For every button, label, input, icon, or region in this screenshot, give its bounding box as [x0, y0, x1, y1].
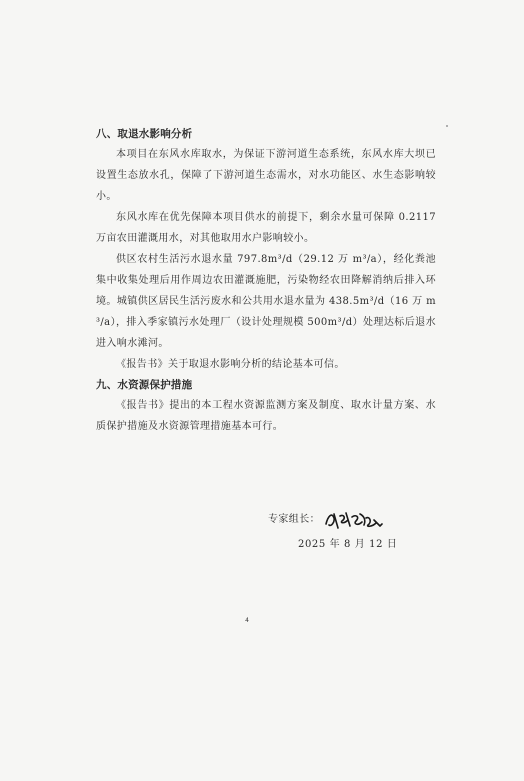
document-body [96, 124, 436, 437]
scan-speck [446, 125, 448, 127]
page-number: 4 [245, 617, 249, 624]
signature-line [268, 508, 386, 532]
section-9-paragraph-1: 《报告书》提出的本工程水资源监测方案及制度、取水计量方案、水质保护措施及水资源管理措施基本可行。 [96, 400, 436, 432]
handwritten-signature [322, 508, 386, 532]
section-8-paragraph-3: 供区农村生活污水退水量 797.8m³/d（29.12 万 m³/a），经化粪池集中收集处理后用作周边农田灌溉施肥，污染物经农田降解消纳后排入环境。城镇供区居民生活污废水和公共用水退水量为 438.5m³/d（16 万 m³/a），排入季家镇污水处理厂（设计处理规模 500m³/d）处理达标后退水进入响水滩河。 [96, 254, 436, 349]
section-8-paragraph-2: 东风水库在优先保障本项目供水的前提下，剩余水量可保障 0.2117 万亩农田灌溉用水，对其他取用水户影响较小。 [96, 212, 436, 244]
section-8-conclusion: 《报告书》关于取退水影响分析的结论基本可信。 [116, 359, 345, 370]
section-8-paragraph-1: 本项目在东风水库取水，为保证下游河道生态系统，东风水库大坝已设置生态放水孔，保障了下游河道生态需水，对水功能区、水生态影响较小。 [96, 149, 436, 202]
section-8-heading: 八、取退水影响分析 [96, 128, 193, 140]
signature-date: 2025 年 8 月 12 日 [298, 539, 398, 550]
expert-leader-label: 专家组长： [268, 514, 320, 525]
section-9-heading: 九、水资源保护措施 [96, 379, 193, 391]
